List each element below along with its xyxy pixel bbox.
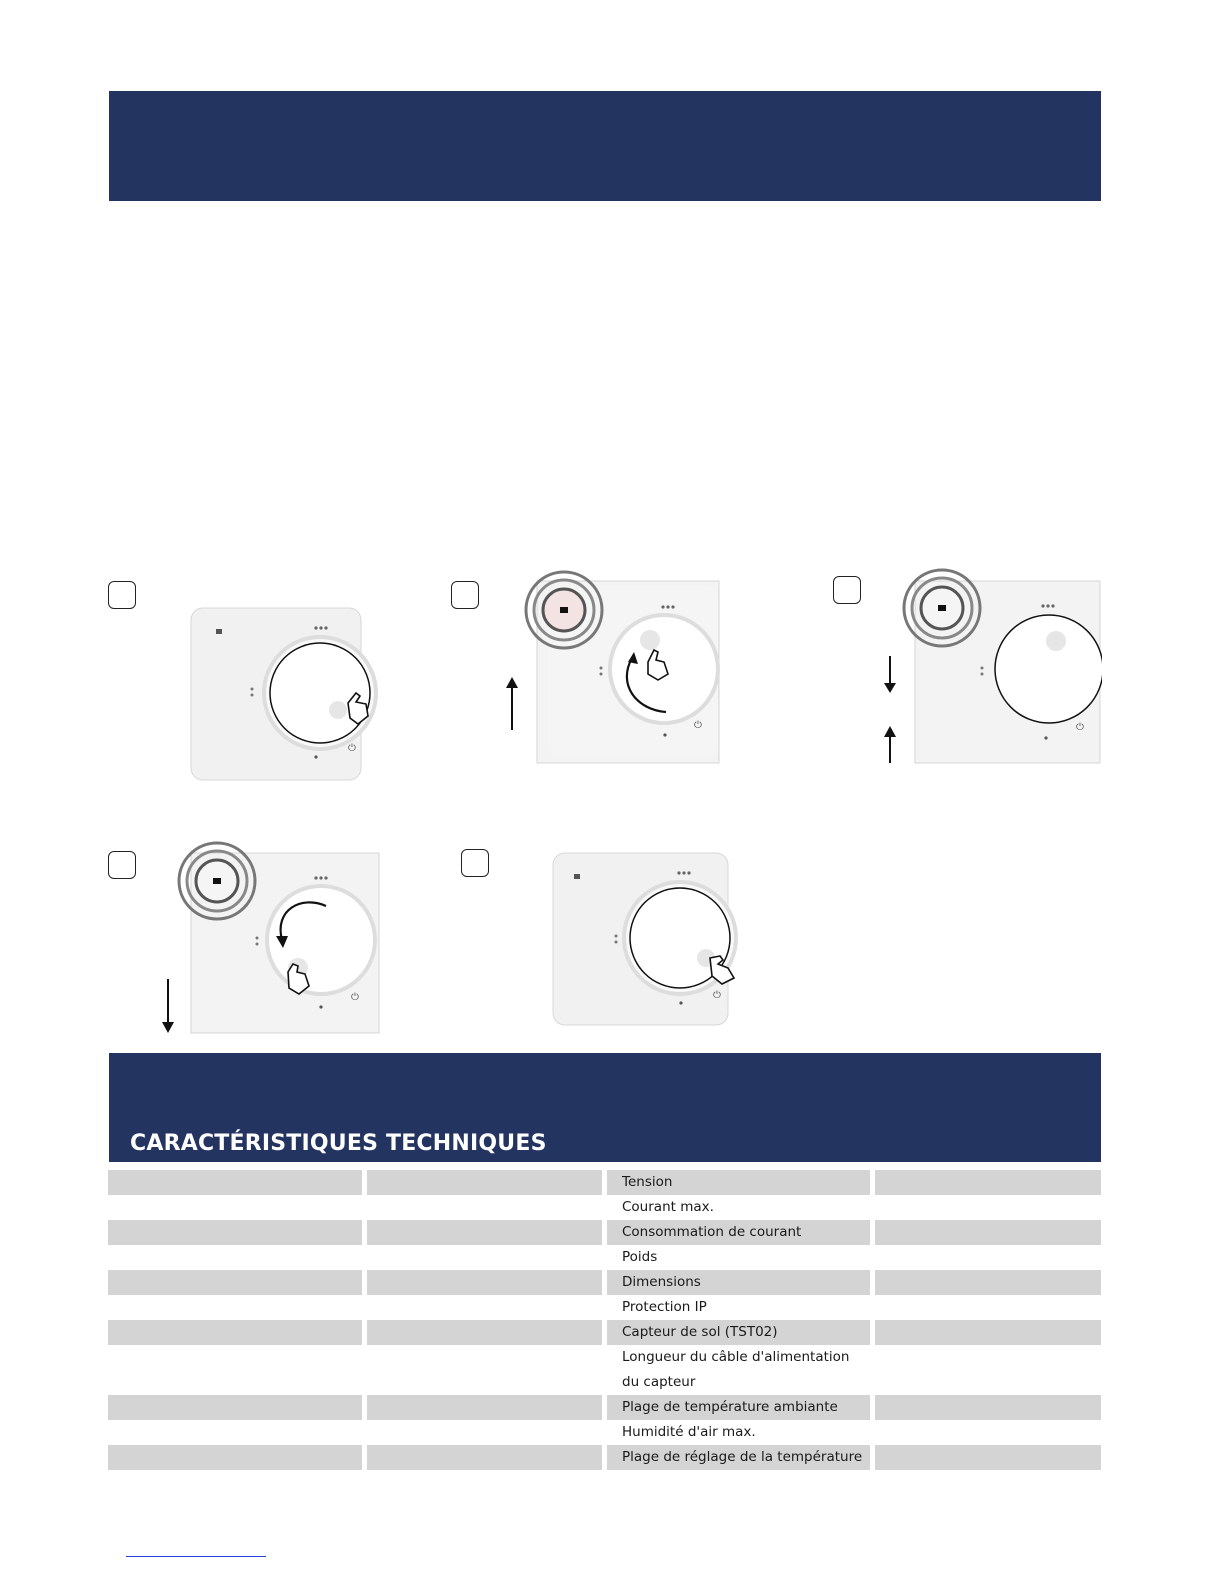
svg-text:⏻: ⏻ xyxy=(348,743,356,754)
spec-label: Poids xyxy=(622,1249,658,1265)
spec-label: Longueur du câble d'alimentation du capteur xyxy=(622,1349,850,1390)
specs-header-band xyxy=(109,1053,1101,1162)
svg-text:⏻: ⏻ xyxy=(694,720,702,731)
step-4-box xyxy=(108,851,136,879)
spec-row xyxy=(108,1345,1101,1395)
spec-label: Protection IP xyxy=(622,1299,707,1315)
arrow-down-icon xyxy=(160,978,176,1034)
thermostat-step-3 xyxy=(898,568,1102,764)
thermostat-step-2 xyxy=(522,570,722,766)
thermostat-step-4 xyxy=(176,840,382,1036)
step-3-box xyxy=(833,576,861,604)
spec-label: Dimensions xyxy=(607,1270,870,1295)
arrow-up-icon xyxy=(504,676,520,732)
step-1-box xyxy=(108,581,136,609)
spec-label: Consommation de courant xyxy=(607,1220,870,1245)
spec-label: Humidité d'air max. xyxy=(622,1424,756,1440)
spec-label: Plage de réglage de la température xyxy=(607,1445,870,1470)
svg-text:⏻: ⏻ xyxy=(1076,722,1084,733)
thermostat-step-1 xyxy=(188,605,388,790)
spec-row xyxy=(108,1395,1101,1420)
arrow-down-icon xyxy=(882,655,898,695)
spec-row xyxy=(108,1445,1101,1470)
thermostat-step-5 xyxy=(550,850,750,1032)
spec-label: Tension xyxy=(607,1170,870,1195)
spec-label: Courant max. xyxy=(622,1199,714,1215)
spec-row xyxy=(108,1245,1101,1270)
arrow-up-icon xyxy=(882,725,898,765)
specs-table xyxy=(108,1170,1101,1470)
spec-label: Capteur de sol (TST02) xyxy=(607,1320,870,1345)
svg-text:⏻: ⏻ xyxy=(713,990,721,1001)
header-band xyxy=(109,91,1101,201)
spec-row xyxy=(108,1220,1101,1245)
svg-text:⏻: ⏻ xyxy=(351,992,359,1003)
spec-row xyxy=(108,1320,1101,1345)
spec-row xyxy=(108,1270,1101,1295)
spec-row xyxy=(108,1420,1101,1445)
step-2-box xyxy=(451,581,479,609)
spec-row xyxy=(108,1195,1101,1220)
step-5-box xyxy=(461,849,489,877)
specs-title: CARACTÉRISTIQUES TECHNIQUES xyxy=(130,1131,547,1156)
spec-label: Plage de température ambiante xyxy=(607,1395,870,1420)
footer-link[interactable] xyxy=(126,1556,266,1557)
spec-row xyxy=(108,1170,1101,1195)
spec-row xyxy=(108,1295,1101,1320)
